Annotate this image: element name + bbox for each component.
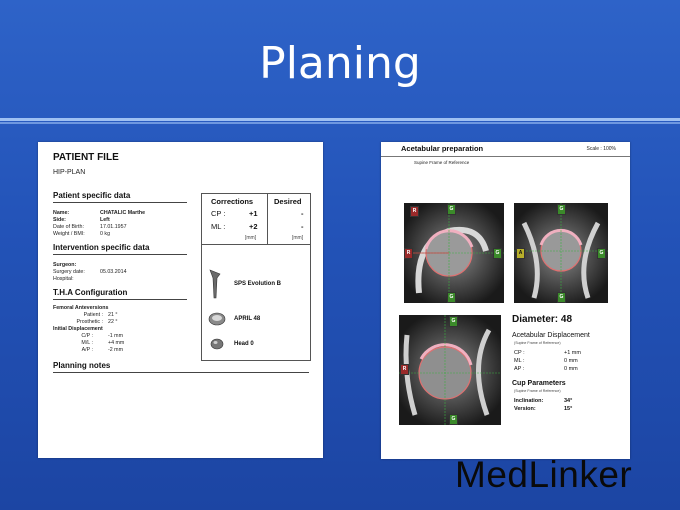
initial-displacement-heading: Initial Displacement xyxy=(53,326,103,332)
name-value: CHATALIC Marthe xyxy=(100,210,146,216)
diameter-label: Diameter: 48 xyxy=(512,314,573,325)
ct-image-axial xyxy=(399,315,501,425)
side-label: Side: xyxy=(53,217,66,223)
planning-notes-heading: Planning notes xyxy=(53,361,111,370)
acetabular-displacement-title: Acetabular Displacement xyxy=(512,332,590,339)
intervention-heading: Intervention specific data xyxy=(53,243,150,252)
version-label: Version: xyxy=(514,406,536,412)
frame-of-reference-label: Supine Frame of Reference xyxy=(414,160,470,165)
medlinker-logo: MedLinker xyxy=(455,454,633,495)
marker-anterior: A xyxy=(516,248,525,259)
desired-header: Desired xyxy=(274,197,302,206)
implant-cup-label: APRIL 48 xyxy=(234,316,261,322)
corrections-unit: [mm] xyxy=(245,235,257,241)
acetabular-header xyxy=(381,142,630,157)
marker-inferior: G xyxy=(447,292,456,303)
prosthetic-anteversion-label: Prosthetic : xyxy=(76,319,103,325)
desired-cp-value: - xyxy=(301,209,304,218)
correction-cp-value: +1 xyxy=(249,209,258,218)
inclination-label: Inclination: xyxy=(514,398,544,404)
cup-parameters-title: Cup Parameters xyxy=(512,380,566,387)
displacement-cp-value: -1 mm xyxy=(108,333,124,339)
acetabular-preparation-sheet xyxy=(381,142,630,459)
ct-image-coronal xyxy=(404,203,504,303)
weight-value: 0 kg xyxy=(100,231,111,237)
marker-posterior: G xyxy=(597,248,606,259)
marker-superior: G xyxy=(447,204,456,215)
femoral-stem-icon xyxy=(208,268,222,300)
surgery-date-value: 05.03.2014 xyxy=(100,269,127,275)
acet-cp-value: +1 mm xyxy=(564,350,581,356)
section-rule xyxy=(53,372,309,373)
acet-cp-label: CP : xyxy=(514,350,525,356)
desired-ml-value: - xyxy=(301,222,304,231)
section-rule xyxy=(53,299,187,300)
surgery-date-label: Surgery date: xyxy=(53,269,85,275)
corrections-bottom-rule xyxy=(202,244,310,245)
patient-file-title: PATIENT FILE xyxy=(53,152,119,163)
section-rule xyxy=(53,202,187,203)
tha-heading: T.H.A Configuration xyxy=(53,288,128,297)
femoral-anteversions-heading: Femoral Anteversions xyxy=(53,305,109,311)
ct-image-sagittal xyxy=(514,203,608,303)
patient-file-subtitle: HIP-PLAN xyxy=(53,169,86,176)
acet-ap-label: AP : xyxy=(514,366,525,372)
displacement-ml-value: +4 mm xyxy=(108,340,125,346)
slide-title: Planing xyxy=(259,38,421,89)
marker-inferior-2: G xyxy=(557,292,566,303)
marker-corner: R xyxy=(410,206,419,217)
marker-lateral: G xyxy=(493,248,502,259)
surgeon-label: Surgeon: xyxy=(53,262,77,268)
marker-medial: R xyxy=(404,248,413,259)
displacement-ap-value: -2 mm xyxy=(108,347,124,353)
corrections-divider xyxy=(267,194,268,244)
acetabular-cup-icon xyxy=(208,312,226,326)
marker-inferior-3: G xyxy=(449,414,458,425)
correction-ml-value: +2 xyxy=(249,222,258,231)
acet-ml-value: 0 mm xyxy=(564,358,578,364)
marker-medial-3: R xyxy=(400,364,409,375)
femoral-head-icon xyxy=(210,338,224,350)
version-value: 15° xyxy=(564,406,573,412)
corrections-box xyxy=(201,193,311,361)
weight-label: Weight / BMI: xyxy=(53,231,85,237)
acet-ml-label: ML : xyxy=(514,358,525,364)
marker-superior-3: G xyxy=(449,316,458,327)
marker-superior-2: G xyxy=(557,204,566,215)
displacement-ap-label: A/P : xyxy=(81,347,93,353)
patient-anteversion-label: Patient : xyxy=(83,312,103,318)
inclination-value: 34° xyxy=(564,398,573,404)
dob-value: 17.01.1957 xyxy=(100,224,127,230)
name-label: Name: xyxy=(53,210,70,216)
correction-cp-label: CP : xyxy=(211,209,226,218)
side-value: Left xyxy=(100,217,110,223)
patient-file-sheet xyxy=(38,142,323,458)
hospital-label: Hospital: xyxy=(53,276,74,282)
title-divider xyxy=(0,118,680,121)
desired-unit: [mm] xyxy=(292,235,304,241)
patient-anteversion-value: 21 ° xyxy=(108,312,118,318)
dob-label: Date of Birth: xyxy=(53,224,84,230)
acetabular-title: Acetabular preparation xyxy=(401,144,484,153)
prosthetic-anteversion-value: 22 ° xyxy=(108,319,118,325)
patient-specific-heading: Patient specific data xyxy=(53,191,131,200)
correction-ml-label: ML : xyxy=(211,222,226,231)
section-rule xyxy=(53,254,187,255)
displacement-cp-label: C/P : xyxy=(81,333,93,339)
cup-frame-label: (Supine Frame of Reference) xyxy=(514,389,561,393)
scale-label: Scale : 100% xyxy=(586,146,616,152)
acet-ap-value: 0 mm xyxy=(564,366,578,372)
implant-stem-label: SPS Evolution B xyxy=(234,281,282,287)
corrections-header: Corrections xyxy=(211,197,254,206)
displacement-frame-label: (Supine Frame of Reference) xyxy=(514,341,561,345)
implant-head-label: Head 0 xyxy=(234,341,254,347)
title-divider-secondary xyxy=(0,122,680,124)
displacement-ml-label: M/L : xyxy=(81,340,93,346)
